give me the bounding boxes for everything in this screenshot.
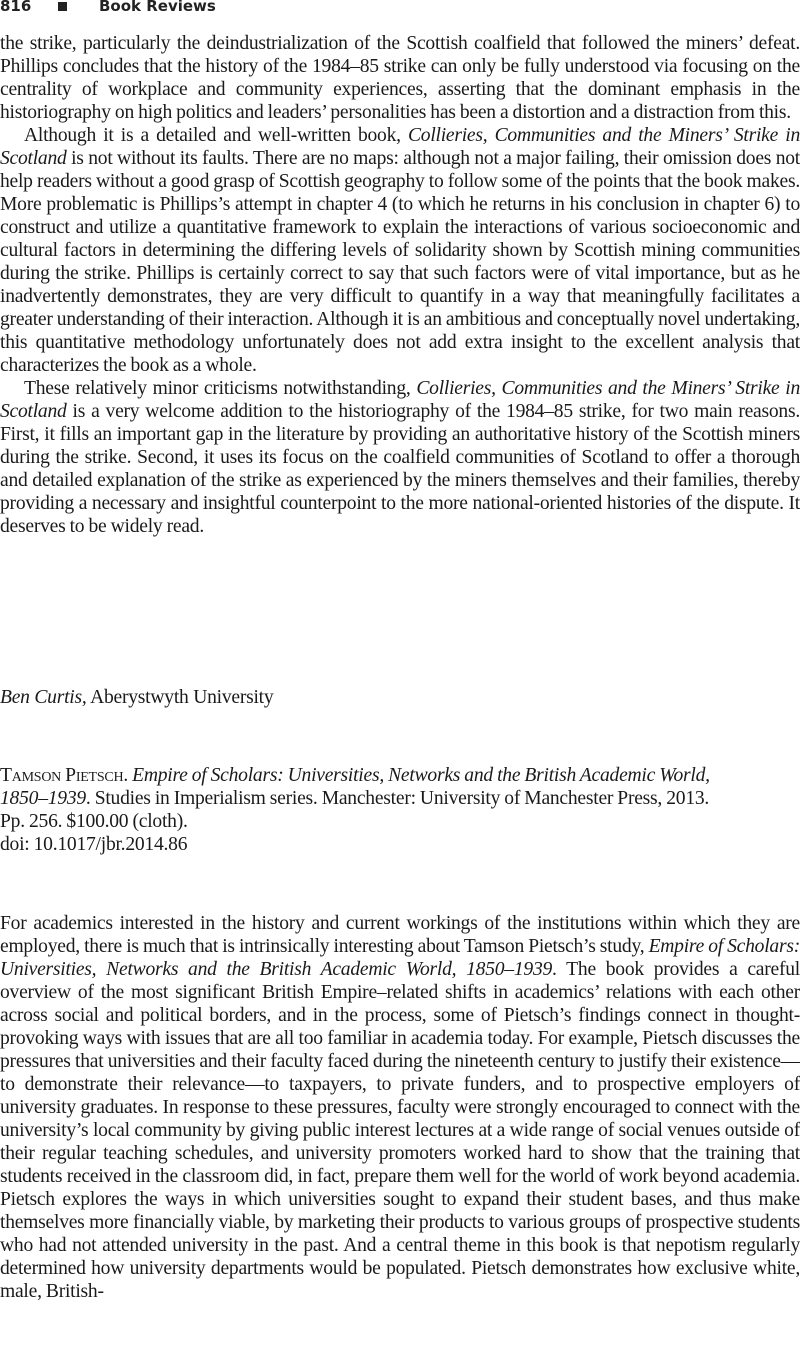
paragraph-text: . The book provides a careful overview of the most significant British Empire–related shifts in academics’ relations with each other across social and political borders, and in the process, some of Pietsch’s findings connect in thought-provoking ways with issues that are all too familiar in academia today. For example, Pietsch discusses the pressures that universities and their faculty faced during the nineteenth century to justify their existence—to demonstrate their relevance—to taxpayers, to private funders, and to prospective employers of university graduates. In response to these pressures, faculty were strongly encouraged to connect with the university’s local community by giving public interest lectures at a wide range of social venues outside of their regular teaching schedules, and university promoters worked hard to show that the training that students received in the classroom did, in fact, prepare them well for the world of work beyond academia. Pietsch explores the ways in which universities sought to expand their student bases, and thus make themselves more financially viable, by marketing their products to various groups of prospective students who had not attended university in the past. And a central theme in this book is that nepotism regularly determined how university departments would be populated. Pietsch demonstrates how exclusive white, male, British- [0, 959, 800, 1302]
series-publisher: . Studies in Imperialism series. Manchester: University of Manchester Press, 2013. [85, 788, 710, 809]
reviewer-affiliation: Aberystwyth University [86, 687, 274, 708]
paragraph-text: is a very welcome addition to the historiography of the 1984–85 strike, for two main reasons. First, it fills an important gap in the literature by providing an authoritative history of the Scottish miners during the strike. Second, it uses its focus on the coalfield communities of Scotland to offer a thorough and detailed explanation of the strike as experienced by the miners themselves and their families, thereby providing a necessary and insightful counterpoint to the more national-oriented histories of the dispute. It deserves to be widely read. [0, 401, 800, 537]
doi-link[interactable]: doi: 10.1017/jbr.2014.86 [0, 834, 188, 855]
review1-body [0, 32, 800, 538]
page-number: 816 [0, 0, 32, 15]
paragraph-text: These relatively minor criticisms notwithstanding, [24, 378, 417, 399]
review1-signature [0, 686, 273, 709]
review2-citation [0, 764, 800, 856]
paragraph-text: For academics interested in the history and current workings of the institutions within which they are employed, there is much that is intrinsically interesting about Tamson Pietsch’s study, [0, 913, 800, 957]
citation-line-2 [0, 787, 800, 810]
book-title-part1: Empire of Scholars: Universities, Networks and the British Academic World, [132, 765, 710, 786]
citation-line-1: Tamson Pietsch. Empire of Scholars: Universities, Networks and the British Academic World, [0, 765, 710, 786]
book-title-italic: Empire of Scholars: Universities, Networks and the British Academic World, 1850–1939 [0, 936, 800, 980]
review1-paragraph [0, 32, 800, 124]
review1-paragraph [0, 124, 800, 377]
book-title-part2: 1850–1939 [0, 788, 86, 809]
book-title-italic: Collieries, Communities and the Miners’ Strike in Scotland [0, 125, 800, 169]
review2-paragraph [0, 912, 800, 1303]
square-separator-icon [58, 2, 67, 11]
paragraph-text: Although it is a detailed and well-written book, [24, 125, 408, 146]
paragraph-text: is not without its faults. There are no maps: although not a major failing, their omission does not help readers without a good grasp of Scottish geography to follow some of the points that the book makes. More problematic is Phillips’s attempt in chapter 4 (to which he returns in his conclusion in chapter 6) to construct and utilize a quantitative framework to explain the interactions of various socioeconomic and cultural factors in determining the differing levels of solidarity shown by Scottish mining communities during the strike. Phillips is certainly correct to say that such factors were of vital importance, but as he inadvertently demonstrates, they are very difficult to quantify in a way that meaningfully facilitates a greater understanding of their interaction. Although it is an ambitious and conceptually novel undertaking, this quantitative methodology unfortunately does not add extra insight to the excellent analysis that characterizes the book as a whole. [0, 148, 800, 376]
review1-paragraph [0, 377, 800, 538]
book-author: Tamson Pietsch [0, 765, 124, 786]
running-head [0, 0, 216, 16]
book-title-italic: Collieries, Communities and the Miners’ Strike in Scotland [0, 378, 800, 422]
section-title: Book Reviews [99, 0, 216, 15]
reviewer-name: Ben Curtis, [0, 687, 87, 708]
pages-price: Pp. 256. $100.00 (cloth). [0, 811, 188, 832]
paragraph-text: the strike, particularly the deindustrialization of the Scottish coalfield that followed the miners’ defeat. Phillips concludes that the history of the 1984–85 strike can only be fully understood via focusing on the centrality of workplace and community experiences, asserting that the dominant emphasis in the historiography on high politics and leaders’ personalities has been a distortion and a distraction from this. [0, 33, 800, 123]
review2-body [0, 912, 800, 1303]
